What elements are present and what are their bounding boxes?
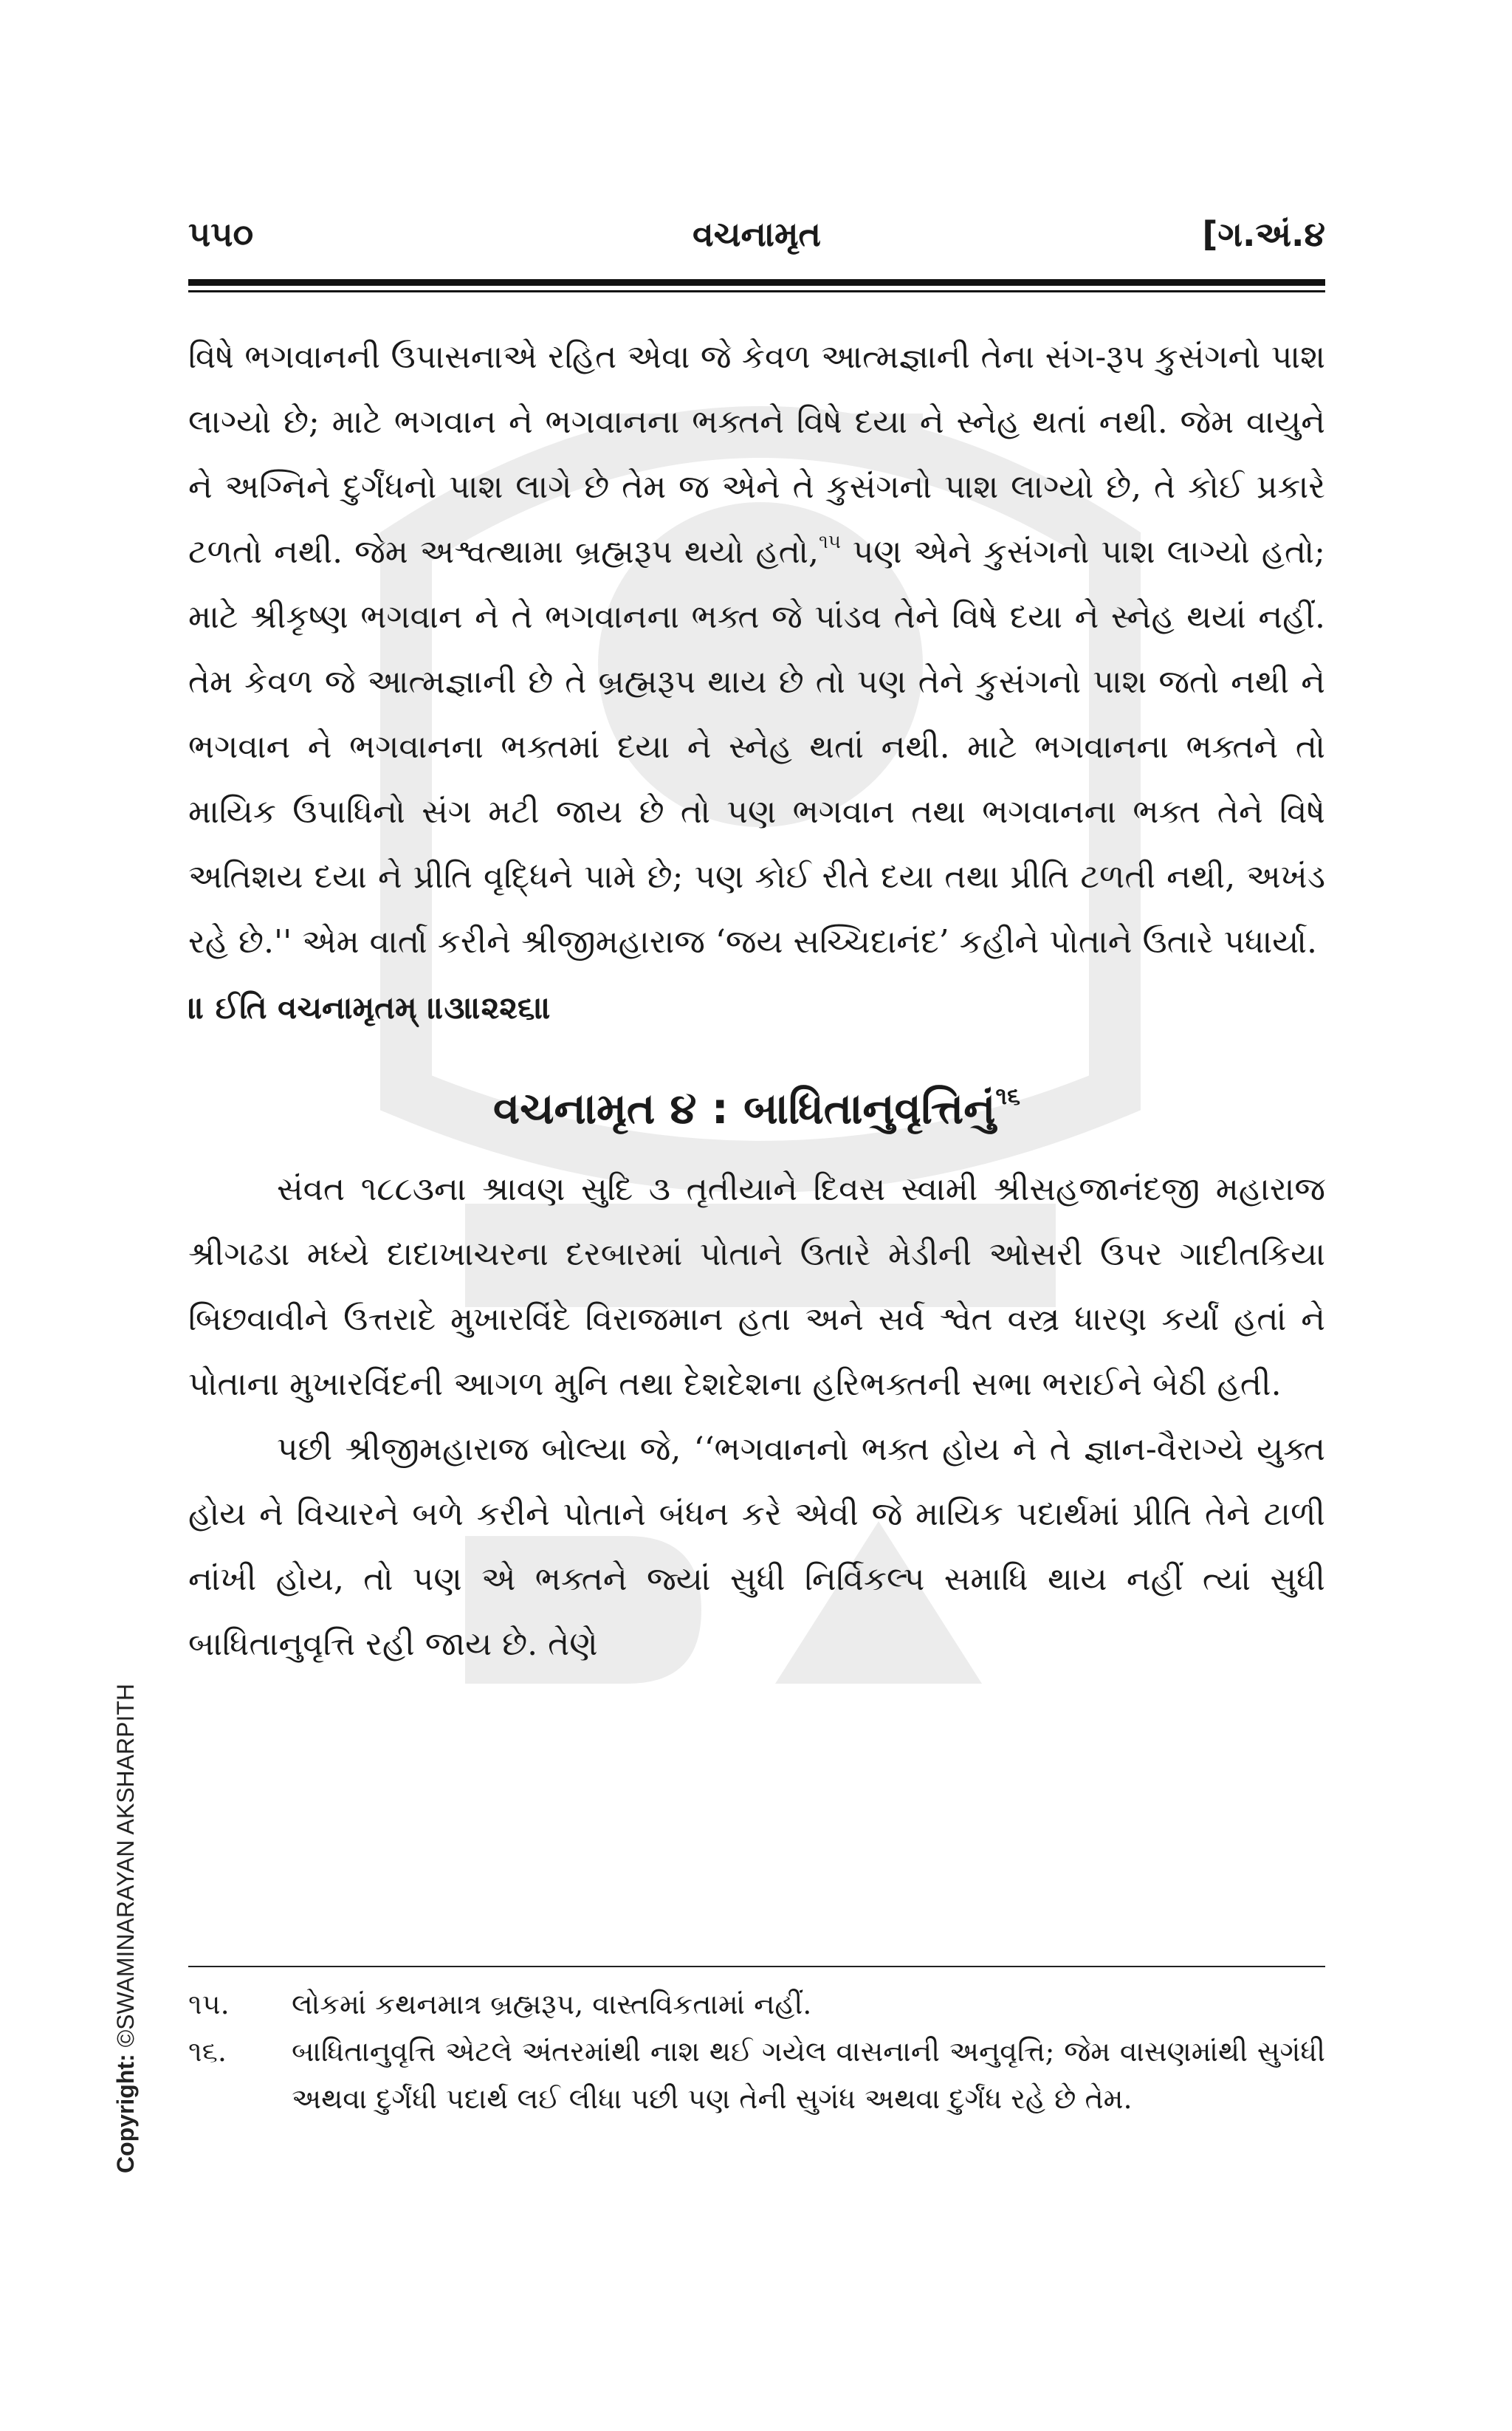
section-reference: [ગ.અં.૪ [1202, 214, 1325, 254]
running-title: વચનામૃત [693, 214, 821, 254]
footnotes [188, 1981, 1325, 2122]
copyright-notice: Copyright: ©SWAMINARAYAN AKSHARPITH [112, 1684, 139, 2174]
footnote-divider [188, 1966, 1325, 1967]
footnote-text: લોકમાં કથનમાત્ર બ્રહ્મરૂપ, વાસ્તવિકતામાં નહીં. [292, 1988, 812, 2020]
paragraph-1: વિષે ભગવાનની ઉપાસનાએ રહિત એવા જે કેવળ આત્મજ્ઞાની તેના સંગ-રૂપ કુસંગનો પાશ લાગ્યો છે; માટે ભગવાન ને ભગવાનના ભક્તને વિષે દયા ને સ્નેહ થતાં નથી. જેમ વાયુને ને અગ્નિને દુર્ગંધનો પાશ લાગે છે તેમ જ એને તે કુસંગનો પાશ લાગ્યો છે, તે કોઈ પ્રકારે ટળતો નથી. જેમ અશ્વત્થામા બ્રહ્મરૂપ થયો હતો,$^{૧૫}$ પણ એને કુસંગનો પાશ લાગ્યો હતો; માટે શ્રીકૃષ્ણ ભગવાન ને તે ભગવાનના ભક્ત જે પાંડવ તેને વિષે દયા ને સ્નેહ થયાં નહીં. તેમ કેવળ જે આત્મજ્ઞાની છે તે બ્રહ્મરૂપ થાય છે તો પણ તેને કુસંગનો પાશ જતો નથી ને ભગવાન ને ભગવાનના ભક્તમાં દયા ને સ્નેહ થતાં નથી. માટે ભગવાનના ભક્તને તો માયિક ઉપાધિનો સંગ મટી જાય છે તો પણ ભગવાન તથા ભગવાનના ભક્ત તેને વિષે અતિશય દયા ને પ્રીતિ વૃદ્ધિને પામે છે; પણ કોઈ રીતે દયા તથા પ્રીતિ ટળતી નથી, અખંડ રહે છે.'' એમ વાર્તા કરીને શ્રીજીમહારાજ ‘જય સચ્ચિદાનંદ’ કહીને પોતાને ઉતારે પધાર્યા. [188, 338, 1325, 961]
page-number: ૫૫૦ [188, 214, 254, 254]
header-rule-thin [188, 290, 1325, 292]
paragraph-2: સંવત ૧૮૮૩ના શ્રાવણ સુદિ ૩ તૃતીયાને દિવસ સ્વામી શ્રીસહજાનંદજી મહારાજ શ્રીગઢડા મધ્યે દાદાખાચરના દરબારમાં પોતાને ઉતારે મેડીની ઓસરી ઉપર ગાદીતકિયા બિછવાવીને ઉત્તરાદે મુખારવિંદે વિરાજમાન હતા અને સર્વ શ્વેત વસ્ત્ર ધારણ કર્યાં હતાં ને પોતાના મુખારવિંદની આગળ મુનિ તથા દેશદેશના હરિભક્તની સભા ભરાઈને બેઠી હતી. [188, 1170, 1325, 1403]
footnote-number: ૧૬. [188, 2035, 227, 2068]
footnote-15 [188, 1981, 1325, 2028]
body-text [188, 325, 1325, 1677]
chapter-heading: વચનામૃત ૪ : બાધિતાનુવૃત્તિનું$^{૧૬}$ [492, 1082, 1021, 1134]
footnote-ref-16: ૧૬ [995, 1082, 1021, 1110]
footnote-text: બાધિતાનુવૃત્તિ એટલે અંતરમાંથી નાશ થઈ ગયેલ વાસનાની અનુવૃત્તિ; જેમ વાસણમાંથી સુગંધી અથવા દુર્ગંધી પદાર્થ લઈ લીધા પછી પણ તેની સુગંધ અથવા દુર્ગંધ રહે છે તેમ. [292, 2035, 1325, 2115]
header-rule-thick [188, 279, 1325, 286]
footnote-16 [188, 2028, 1325, 2122]
page-header [188, 214, 1325, 266]
footnote-ref-15: ૧૫ [818, 531, 841, 553]
footnote-number: ૧૫. [188, 1988, 230, 2020]
paragraph-3: પછી શ્રીજીમહારાજ બોલ્યા જે, ‘‘ભગવાનનો ભક્ત હોય ને તે જ્ઞાન-વૈરાગ્યે યુક્ત હોય ને વિચારને બળે કરીને પોતાને બંધન કરે એવી જે માયિક પદાર્થમાં પ્રીતિ તેને ટાળી નાંખી હોય, તો પણ એ ભક્તને જ્યાં સુધી નિર્વિકલ્પ સમાધિ થાય નહીં ત્યાં સુધી બાધિતાનુવૃત્તિ રહી જાય છે. તેણે [188, 1430, 1325, 1663]
iti-vachanamrut-closing: ॥ ઈતિ વચનામૃતમ્ ॥૩॥૨૨૬॥ [188, 990, 551, 1026]
